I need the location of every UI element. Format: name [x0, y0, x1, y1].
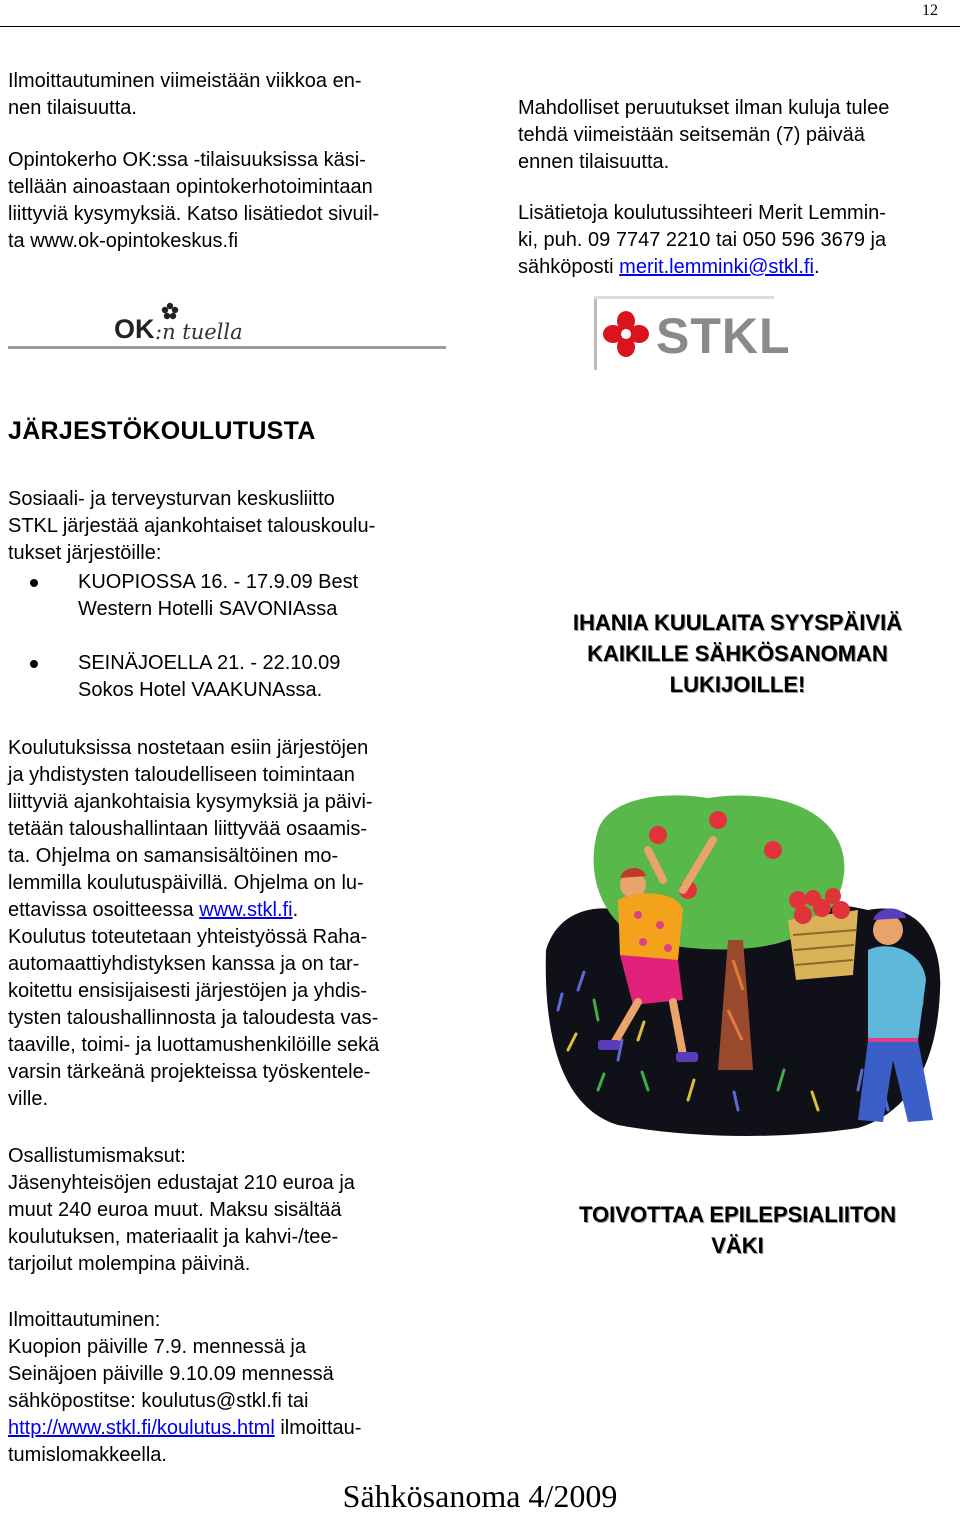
text-line: KUOPIOSSA 16. - 17.9.09 Best	[78, 571, 359, 593]
email-link[interactable]: merit.lemminki@stkl.fi	[619, 256, 814, 278]
stkl-website-link[interactable]: www.stkl.fi	[199, 899, 293, 921]
text-line: Mahdolliset peruutukset ilman kuluja tulee	[518, 97, 890, 119]
event-list	[8, 569, 448, 731]
opintokerho-para	[8, 147, 448, 255]
text-line: ja yhdistysten taloudelliseen toimintaan	[8, 764, 355, 786]
registration-link-line	[8, 1415, 448, 1442]
sign-off-text	[510, 1199, 960, 1261]
event-item-seinajoki	[8, 650, 448, 704]
stkl-logo-text: STKL	[656, 308, 791, 364]
text-line: Ilmoittautuminen:	[8, 1309, 161, 1331]
ok-logo	[8, 300, 448, 352]
registration-deadline-para	[8, 68, 448, 122]
text-line: tehdä viimeistään seitsemän (7) päivää	[518, 124, 865, 146]
cancellation-para	[518, 95, 958, 176]
text-line: nen tilaisuutta.	[8, 97, 137, 119]
text-line: lemmilla koulutuspäivillä. Ohjelma on lu-	[8, 872, 364, 894]
body-para	[8, 735, 453, 1113]
logo-underline	[8, 346, 446, 349]
text-line: Koulutuksissa nostetaan esiin järjestöjen	[8, 737, 369, 759]
email-prefix: sähköposti	[518, 256, 620, 278]
section-heading: JÄRJESTÖKOULUTUSTA	[8, 417, 316, 445]
text-line: Osallistumismaksut:	[8, 1145, 186, 1167]
event-item-kuopio	[8, 569, 448, 623]
text-line: liittyviä ajankohtaisia kysymyksiä ja päivi-	[8, 791, 373, 813]
text-line: STKL järjestää ajankohtaiset talouskoulu-	[8, 515, 376, 537]
email-suffix: .	[813, 256, 820, 278]
footer-title: Sähkösanoma 4/2009	[342, 1478, 618, 1514]
text-line: koulutuksen, materiaalit ja kahvi-/tee-	[8, 1226, 339, 1248]
text-line: koitettu ensisijaisesti järjestöjen ja yhdis-	[8, 980, 368, 1002]
text-line: LUKIJOILLE!	[669, 672, 806, 697]
text-line: varsin tärkeänä projekteissa työskentele-	[8, 1061, 371, 1083]
text-line: automaattiyhdistyksen kanssa ja on tar-	[8, 953, 360, 975]
text-line: tarjoilut molempina päivinä.	[8, 1253, 251, 1275]
right-top-text	[518, 95, 958, 281]
text-line: Seinäjoen päiville 9.10.09 mennessä	[8, 1363, 334, 1385]
text-line: VÄKI	[711, 1233, 764, 1258]
logo-bar-top	[594, 296, 774, 299]
text-line: Lisätietoja koulutussihteeri Merit Lemmin-	[518, 202, 886, 224]
text-line: Jäsenyhteisöjen edustajat 210 euroa ja	[8, 1172, 355, 1194]
text-line: tysten taloushallinnosta ja taloudesta vas-	[8, 1007, 379, 1029]
stkl-logo	[594, 296, 791, 370]
greeting-text	[510, 607, 960, 700]
text-line: IHANIA KUULAITA SYYSPÄIVIÄ	[572, 610, 903, 635]
text-line: ville.	[8, 1088, 49, 1110]
text-line: ta www.ok-opintokeskus.fi	[8, 230, 239, 252]
text-line: Opintokerho OK:ssa -tilaisuuksissa käsi-	[8, 149, 366, 171]
text-line: ki, puh. 09 7747 2210 tai 050 596 3679 ja	[518, 229, 887, 251]
apple-picking-illustration	[538, 790, 948, 1140]
text-line: taaville, toimi- ja luottamushenkilöille sekä	[8, 1034, 380, 1056]
program-link-line	[8, 897, 453, 924]
registration-form-link[interactable]: http://www.stkl.fi/koulutus.html	[8, 1417, 275, 1439]
text-line: Sosiaali- ja terveysturvan keskusliitto	[8, 488, 335, 510]
link-suffix: ilmoittau-	[274, 1417, 362, 1439]
text-line: sähköpostitse: koulutus@stkl.fi tai	[8, 1390, 309, 1412]
text-line: tetään taloushallintaan liittyvää osaamis-	[8, 818, 368, 840]
text-line: tumislomakkeella.	[8, 1444, 167, 1466]
logo-bar	[594, 296, 597, 370]
text-line: liittyviä kysymyksiä. Katso lisätiedot sivuil-	[8, 203, 380, 225]
page-number: 12	[922, 2, 938, 19]
text-line: Koulutus toteutetaan yhteistyössä Raha-	[8, 926, 368, 948]
ok-logo-bold: OK	[114, 314, 155, 344]
registration-para	[8, 1307, 448, 1469]
text-line: Western Hotelli SAVONIAssa	[78, 598, 338, 620]
text-line: tellään ainoastaan opintokerhotoimintaan	[8, 176, 373, 198]
ok-logo-text: :n tuella	[155, 320, 243, 344]
text-line: KAIKILLE SÄHKÖSANOMAN	[587, 641, 888, 666]
bullet-icon	[30, 579, 38, 587]
text-line: Ilmoittautuminen viimeistään viikkoa en-	[8, 70, 362, 92]
text-line: Kuopion päiville 7.9. mennessä ja	[8, 1336, 306, 1358]
text-line: ta. Ohjelma on samansisältöinen mo-	[8, 845, 339, 867]
text-line: muut 240 euroa muut. Maksu sisältää	[8, 1199, 342, 1221]
text-line: tukset järjestöille:	[8, 542, 162, 564]
fees-para	[8, 1143, 448, 1278]
text-line: TOIVOTTAA EPILEPSIALIITON	[579, 1202, 896, 1227]
email-line	[518, 254, 958, 281]
top-rule	[0, 26, 960, 27]
intro-para	[8, 486, 448, 567]
link-prefix: ettavissa osoitteessa	[8, 899, 200, 921]
flower-icon	[161, 302, 179, 320]
contact-para	[518, 200, 958, 281]
text-line: Sokos Hotel VAAKUNAssa.	[78, 679, 323, 701]
text-line: ennen tilaisuutta.	[518, 151, 670, 173]
left-top-text	[8, 68, 448, 255]
red-flower-icon	[602, 310, 650, 358]
link-suffix: .	[292, 899, 299, 921]
text-line: SEINÄJOELLA 21. - 22.10.09	[78, 652, 341, 674]
bullet-icon	[30, 660, 38, 668]
